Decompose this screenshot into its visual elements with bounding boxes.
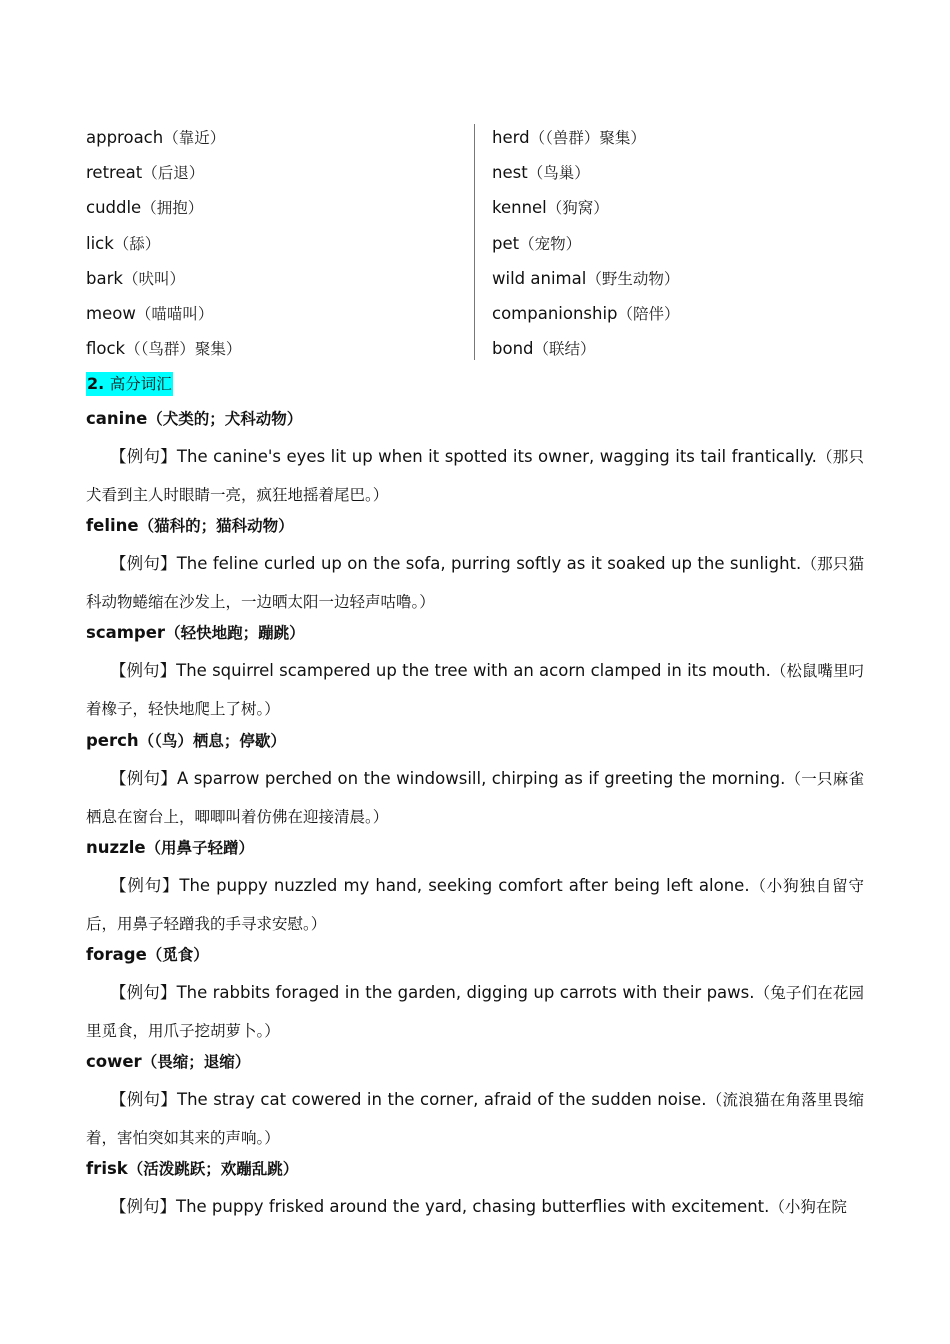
vocab-item: companionship（陪伴）: [492, 303, 680, 323]
section-number: 2.: [87, 374, 105, 393]
entry-example: 【例句】The squirrel scampered up the tree with an acorn clamped in its mouth.（松鼠嘴里叼着橡子，轻快地爬上了树。）: [86, 661, 864, 719]
vocab-column-left: [86, 120, 466, 366]
entry-example: 【例句】A sparrow perched on the windowsill, chirping as if greeting the morning.（一只麻雀栖息在窗台上，唧唧叫着仿佛在迎接清晨。）: [86, 768, 864, 826]
section-heading: [86, 372, 173, 396]
entry-headword: nuzzle（用鼻子轻蹭）: [86, 837, 255, 857]
entry-headword: forage（觅食）: [86, 944, 209, 964]
entry-example: 【例句】The canine's eyes lit up when it spotted its owner, wagging its tail frantically.（那只犬看到主人时眼睛一亮，疯狂地摇着尾巴。）: [86, 447, 865, 504]
vocab-item: pet（宠物）: [492, 233, 582, 253]
vocab-entry: [86, 1150, 864, 1257]
entry-example: 【例句】The puppy frisked around the yard, chasing butterflies with excitement.（小狗在院: [110, 1197, 847, 1217]
entry-headword: feline（猫科的；猫科动物）: [86, 516, 294, 536]
entry-example: 【例句】The puppy nuzzled my hand, seeking comfort after being left alone.（小狗独自留守后，用鼻子轻蹭我的手寻求安慰。）: [86, 875, 865, 933]
vocab-item: flock（（鸟群）聚集）: [86, 339, 242, 359]
vocab-item: retreat（后退）: [86, 163, 205, 183]
entry-headword: canine（犬类的；犬科动物）: [86, 409, 303, 428]
entry-example: 【例句】The feline curled up on the sofa, purring softly as it soaked up the sunlight.（那只猫科动物蜷缩在沙发上，一边晒太阳一边轻声咕噜。）: [86, 554, 864, 612]
vocab-column-right: [492, 120, 866, 366]
vocab-entries: [86, 400, 864, 1258]
vocab-entry: [86, 829, 864, 936]
vocab-entry: [86, 936, 864, 1043]
vocab-item: nest（鸟巢）: [492, 163, 590, 183]
entry-example: 【例句】The stray cat cowered in the corner, afraid of the sudden noise.（流浪猫在角落里畏缩着，害怕突如其来的声响。）: [86, 1090, 864, 1148]
vocab-item: herd（（兽群）聚集）: [492, 128, 646, 147]
vocab-item: lick（舔）: [86, 233, 161, 253]
entry-headword: scamper（轻快地跑；蹦跳）: [86, 623, 305, 643]
vocab-item: cuddle（拥抱）: [86, 198, 204, 218]
section-title: 高分词汇: [109, 375, 172, 393]
entry-headword: perch（（鸟）栖息；停歇）: [86, 730, 286, 750]
vocab-item: meow（喵喵叫）: [86, 303, 214, 323]
vocab-entry: [86, 614, 864, 721]
vocab-item: approach（靠近）: [86, 128, 226, 147]
vocab-item: bark（吠叫）: [86, 268, 185, 288]
vocab-entry: [86, 1043, 864, 1150]
vocab-item: bond（联结）: [492, 339, 596, 359]
entry-headword: frisk（活泼跳跃；欢蹦乱跳）: [86, 1159, 299, 1179]
vocab-entry: [86, 400, 864, 507]
vocab-table: [86, 120, 866, 362]
entry-headword: cower（畏缩；退缩）: [86, 1052, 251, 1072]
vocab-item: wild animal（野生动物）: [492, 268, 680, 288]
vocab-entry: [86, 722, 864, 829]
vocab-item: kennel（狗窝）: [492, 198, 609, 218]
entry-example: 【例句】The rabbits foraged in the garden, digging up carrots with their paws.（兔子们在花园里觅食，用爪子挖胡萝卜。）: [86, 982, 864, 1040]
vocab-entry: [86, 507, 864, 614]
column-divider: [474, 124, 475, 360]
